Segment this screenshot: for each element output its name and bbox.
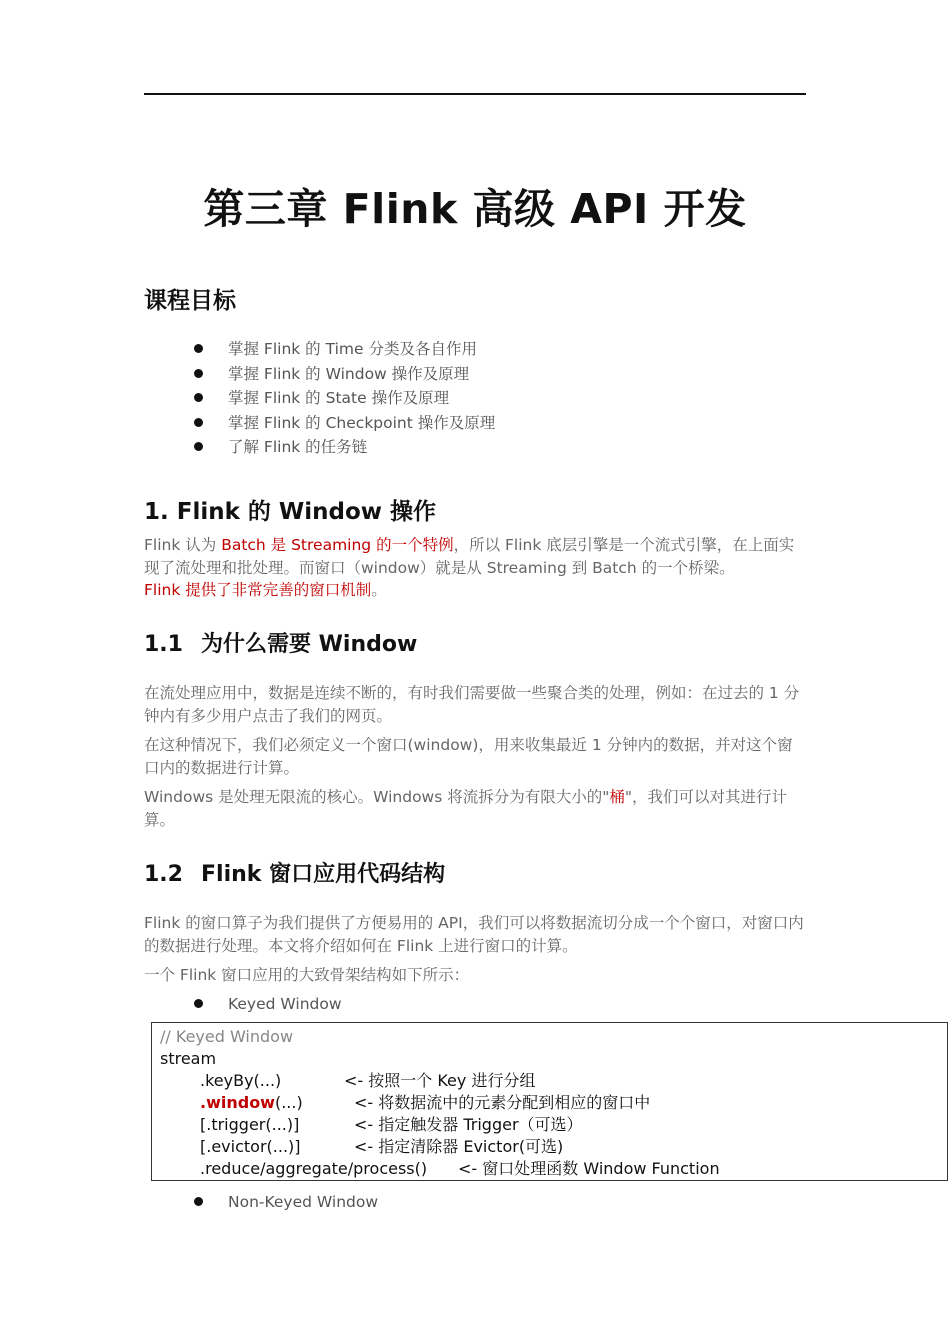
- paragraph: [144, 786, 808, 831]
- paragraph-text: Windows 是处理无限流的核心。Windows 将流拆分为有限大小的": [144, 788, 610, 806]
- list-item: [194, 435, 495, 460]
- section-number: 1.1: [144, 632, 183, 657]
- code-text: stream: [160, 1049, 217, 1068]
- list-item-text: Non-Keyed Window: [228, 1193, 379, 1211]
- bullet-icon: [194, 1197, 203, 1206]
- keyed-list: [194, 992, 342, 1017]
- list-item-text: 掌握 Flink 的 Checkpoint 操作及原理: [228, 413, 496, 432]
- code-line: [160, 1114, 947, 1136]
- list-item-text: 掌握 Flink 的 Time 分类及各自作用: [228, 340, 477, 358]
- code-text: [.trigger(...)]: [200, 1115, 300, 1134]
- code-line: [160, 1136, 947, 1158]
- list-item: [194, 411, 495, 436]
- section-1-1-heading: [144, 627, 417, 658]
- intro-highlight: Batch 是 Streaming 的一个特例: [221, 536, 454, 554]
- code-text: (...): [274, 1093, 303, 1112]
- code-line: [160, 1070, 947, 1092]
- paragraph: 一个 Flink 窗口应用的大致骨架结构如下所示：: [144, 966, 470, 984]
- section-title: 为什么需要 Window: [201, 632, 418, 657]
- code-text: .keyBy(...): [200, 1071, 282, 1090]
- section-number: 1.2: [144, 862, 183, 887]
- bullet-icon: [194, 369, 203, 378]
- list-item: [194, 1190, 378, 1215]
- code-block: [151, 1022, 948, 1181]
- code-comment: // Keyed Window: [160, 1027, 294, 1046]
- list-item: [194, 337, 495, 362]
- list-item: [194, 386, 495, 411]
- code-line: [160, 1158, 947, 1180]
- code-keyword: window: [206, 1093, 275, 1112]
- chapter-title: 第三章 Flink 高级 API 开发: [203, 185, 747, 233]
- section-1-2-heading: [144, 857, 445, 888]
- paragraph: 在这种情况下，我们必须定义一个窗口(window)，用来收集最近 1 分钟内的数据，并对这个窗口内的数据进行计算。: [144, 736, 793, 777]
- code-note: <- 指定触发器 Trigger（可选）: [354, 1115, 583, 1134]
- intro-highlight: Flink 提供了非常完善的窗口机制: [144, 581, 372, 599]
- code-line: [160, 1092, 947, 1114]
- bullet-icon: [194, 999, 203, 1008]
- list-item: [194, 362, 495, 387]
- intro-text: Flink 认为: [144, 536, 222, 554]
- list-item: [194, 992, 342, 1017]
- goals-list: [194, 337, 495, 460]
- bullet-icon: [194, 344, 203, 353]
- code-note: <- 将数据流中的元素分配到相应的窗口中: [354, 1093, 651, 1112]
- code-line: [160, 1026, 947, 1048]
- list-item-text: Keyed Window: [228, 995, 342, 1013]
- intro-text: ，所以 Flink 底层引擎是一个流式引擎，在上面实现了流处理和批处理。而窗口（window）就是从 Streaming 到 Batch 的一个桥梁。: [144, 536, 795, 577]
- code-line: [160, 1048, 947, 1070]
- nonkeyed-list: [194, 1190, 378, 1215]
- list-item-text: 了解 Flink 的任务链: [228, 438, 368, 457]
- header-rule: [144, 93, 806, 95]
- section-1-intro: [144, 534, 808, 602]
- code-note: <- 指定清除器 Evictor(可选): [354, 1137, 564, 1156]
- bullet-icon: [194, 418, 203, 427]
- code-text: .reduce/aggregate/process(): [200, 1159, 428, 1178]
- intro-text: 。: [371, 581, 387, 599]
- code-text: [200, 1092, 303, 1114]
- code-keyword: .: [200, 1093, 207, 1112]
- list-item-text: 掌握 Flink 的 State 操作及原理: [228, 389, 450, 408]
- paragraph: 在流处理应用中，数据是连续不断的，有时我们需要做一些聚合类的处理，例如：在过去的 1 分钟内有多少用户点击了我们的网页。: [144, 684, 800, 725]
- goals-heading: 课程目标: [144, 288, 236, 314]
- code-text: [.evictor(...)]: [200, 1137, 301, 1156]
- code-note: <- 按照一个 Key 进行分组: [344, 1071, 536, 1090]
- bullet-icon: [194, 393, 203, 402]
- section-1-heading: 1. Flink 的 Window 操作: [144, 499, 437, 525]
- paragraph: Flink 的窗口算子为我们提供了方便易用的 API，我们可以将数据流切分成一个个窗口，对窗口内的数据进行处理。本文将介绍如何在 Flink 上进行窗口的计算。: [144, 914, 804, 955]
- paragraph-text: "，我们可以对其进行计算。: [144, 788, 788, 829]
- section-title: Flink 窗口应用代码结构: [201, 862, 446, 887]
- list-item-text: 掌握 Flink 的 Window 操作及原理: [228, 364, 470, 383]
- bullet-icon: [194, 442, 203, 451]
- code-note: <- 窗口处理函数 Window Function: [458, 1159, 720, 1178]
- paragraph-highlight: 桶: [609, 788, 625, 806]
